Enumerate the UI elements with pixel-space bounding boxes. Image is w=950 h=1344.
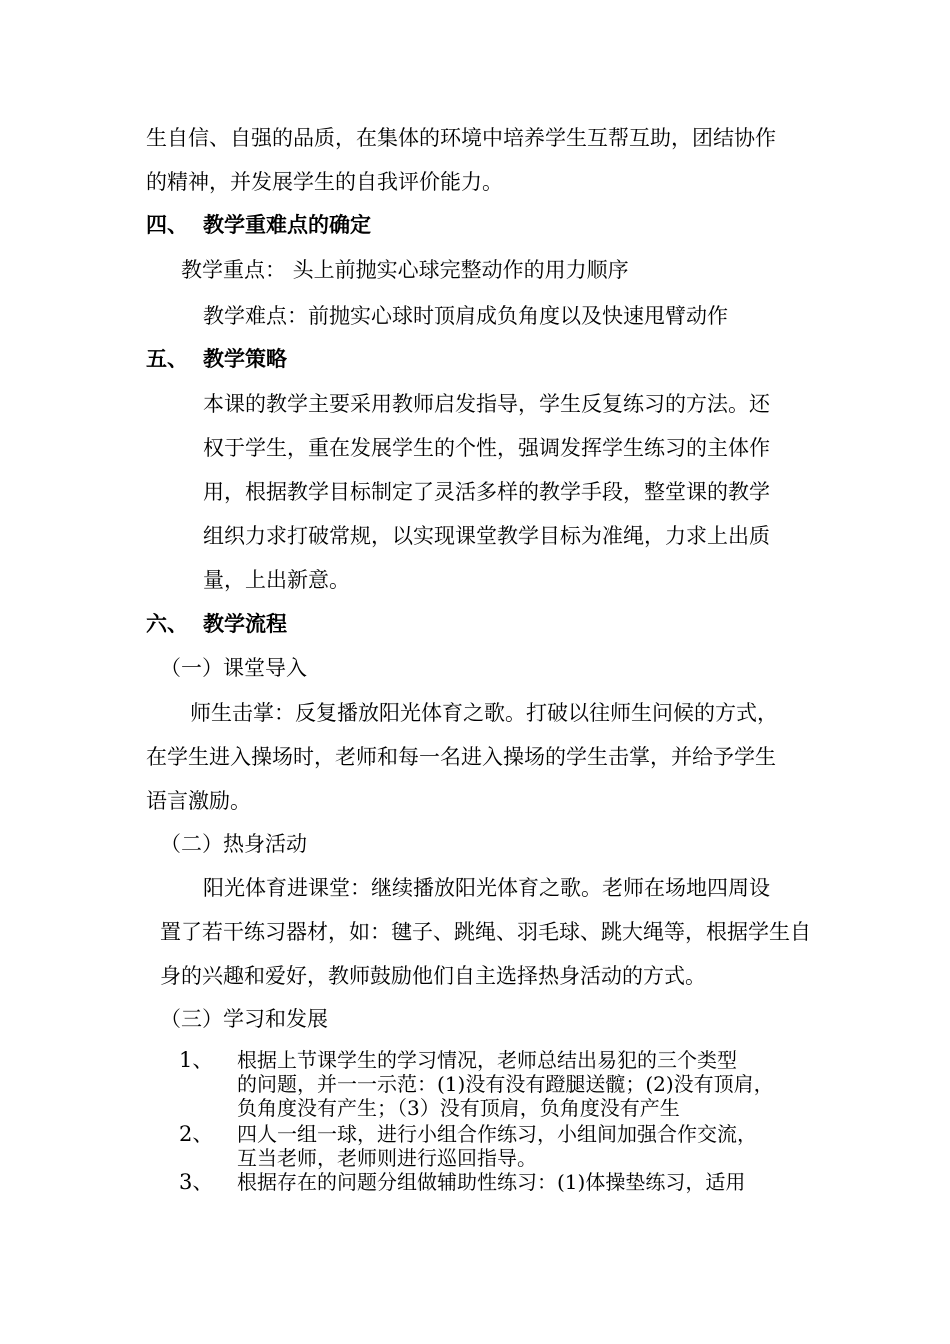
intro-line-1: 生自信、自强的品质，在集体的环境中培养学生互帮互助，团结协作 — [146, 126, 776, 150]
part-2-line: 身的兴趣和爱好，教师鼓励他们自主选择热身活动的方式。 — [160, 964, 706, 988]
list-item-line: 负角度没有产生；（3）没有顶肩，负角度没有产生 — [237, 1096, 680, 1120]
strategy-line: 用，根据教学目标制定了灵活多样的教学手段，整堂课的教学 — [203, 480, 770, 504]
part-2-line: 阳光体育进课堂：继续播放阳光体育之歌。老师在场地四周设 — [203, 876, 770, 900]
part-1-heading: （一）课堂导入 — [160, 656, 307, 680]
section-5-number: 五、 — [146, 346, 188, 371]
difficulty-text: 教学难点：前抛实心球时顶肩成负角度以及快速甩臂动作 — [203, 304, 728, 328]
section-6-number: 六、 — [146, 611, 188, 636]
part-1-line: 师生击掌：反复播放阳光体育之歌。打破以往师生问候的方式， — [190, 701, 778, 725]
part-1-line: 语言激励。 — [146, 789, 251, 813]
list-item-line: 四人一组一球，进行小组合作练习，小组间加强合作交流， — [237, 1122, 757, 1146]
part-2-line: 置了若干练习器材，如：毽子、跳绳、羽毛球、跳大绳等，根据学生自 — [160, 920, 811, 944]
list-item-number: 1、 — [179, 1048, 214, 1072]
list-item-line: 的问题，并一一示范：(1)没有没有蹬腿送髋；(2)没有顶肩， — [237, 1072, 774, 1096]
section-5-title: 教学策略 — [203, 346, 287, 371]
section-4-title: 教学重难点的确定 — [203, 212, 371, 237]
list-item-number: 2、 — [179, 1122, 214, 1146]
strategy-line: 组织力求打破常规，以实现课堂教学目标为准绳，力求上出质 — [203, 524, 770, 548]
list-item-line: 根据存在的问题分组做辅助性练习：(1)体操垫练习，适用 — [237, 1170, 746, 1194]
list-item-number: 3、 — [179, 1170, 214, 1194]
key-point-text: 教学重点： 头上前抛实心球完整动作的用力顺序 — [181, 258, 629, 282]
list-item-line: 根据上节课学生的学习情况，老师总结出易犯的三个类型 — [237, 1048, 737, 1072]
section-4-number: 四、 — [146, 212, 188, 237]
intro-line-2: 的精神，并发展学生的自我评价能力。 — [146, 170, 503, 194]
strategy-line: 量，上出新意。 — [203, 568, 350, 592]
part-2-heading: （二）热身活动 — [160, 832, 307, 856]
part-1-line: 在学生进入操场时，老师和每一名进入操场的学生击掌，并给予学生 — [146, 745, 776, 769]
section-6-title: 教学流程 — [203, 611, 287, 636]
list-item-line: 互当老师，老师则进行巡回指导。 — [237, 1146, 537, 1170]
strategy-line: 权于学生，重在发展学生的个性，强调发挥学生练习的主体作 — [203, 436, 770, 460]
part-3-heading: （三）学习和发展 — [160, 1007, 328, 1031]
strategy-line: 本课的教学主要采用教师启发指导，学生反复练习的方法。还 — [203, 392, 770, 416]
